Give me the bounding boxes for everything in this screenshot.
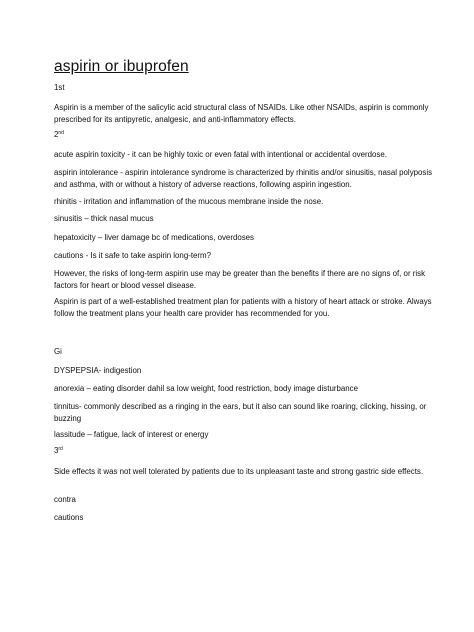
ordinal-number: 3 <box>54 446 59 455</box>
paragraph-aspirin-nsaid: Aspirin is a member of the salicylic acid structural class of NSAIDs. Like other NSAIDs, aspirin is commonly prescribed for its antipyretic, analgesic, and anti-inflammatory effects. <box>54 103 429 125</box>
paragraph-long-term-risks: However, the risks of long-term aspirin use may be greater than the benefits if there are no signs of, or risk factors for heart or blood vessel disease. <box>54 269 426 291</box>
ordinal-suffix: nd <box>58 130 64 136</box>
paragraph-sinusitis: sinusitis – thick nasal mucus <box>54 214 154 223</box>
paragraph-heading-3rd <box>54 445 436 457</box>
paragraph-dyspepsia: DYSPEPSIA- indigestion <box>54 366 142 375</box>
document-title: aspirin or ibuprofen <box>54 58 189 75</box>
paragraph-aspirin-intolerance: aspirin intolerance - aspirin intolerance syndrome is characterized by rhinitis and/or sinusitis, nasal polyposis and asthma, with or without a history of adverse reactions, following aspirin ingestion. <box>54 168 433 190</box>
ordinal-suffix: rd <box>58 446 63 452</box>
paragraph-lassitude: lassitude – fatigue, lack of interest or energy <box>54 430 209 439</box>
paragraph-anorexia: anorexia – eating disorder dahil sa low weight, food restriction, body image disturbance <box>54 384 358 393</box>
paragraph-heading-gi: Gi <box>54 347 62 356</box>
paragraph-cautions-question: cautions - Is it safe to take aspirin long-term? <box>54 251 212 260</box>
paragraph-rhinitis: rhinitis - irritation and inflammation of the mucous membrane inside the nose. <box>54 197 324 206</box>
paragraph-hepatoxicity: hepatoxicity – liver damage bc of medications, overdoses <box>54 233 255 242</box>
ordinal-number: 2 <box>54 130 59 139</box>
paragraph-side-effects: Side effects it was not well tolerated by patients due to its unpleasant taste and strong gastric side effects. <box>54 467 424 476</box>
paragraph-contra: contra <box>54 495 76 504</box>
paragraph-tinnitus: tinnitus- commonly described as a ringing in the ears, but it also can sound like roaring, clicking, hissing, or buzzing <box>54 402 427 424</box>
paragraph-acute-toxicity: acute aspirin toxicity - it can be highly toxic or even fatal with intentional or accidental overdose. <box>54 150 387 159</box>
paragraph-heading-1st: 1st <box>54 83 65 92</box>
paragraph-cautions: cautions <box>54 513 84 522</box>
paragraph-heading-2nd <box>54 129 436 141</box>
paragraph-treatment-plan: Aspirin is part of a well-established treatment plan for patients with a history of heart attack or stroke. Always follow the treatment plans your health care provider has recommended for you. <box>54 297 432 319</box>
